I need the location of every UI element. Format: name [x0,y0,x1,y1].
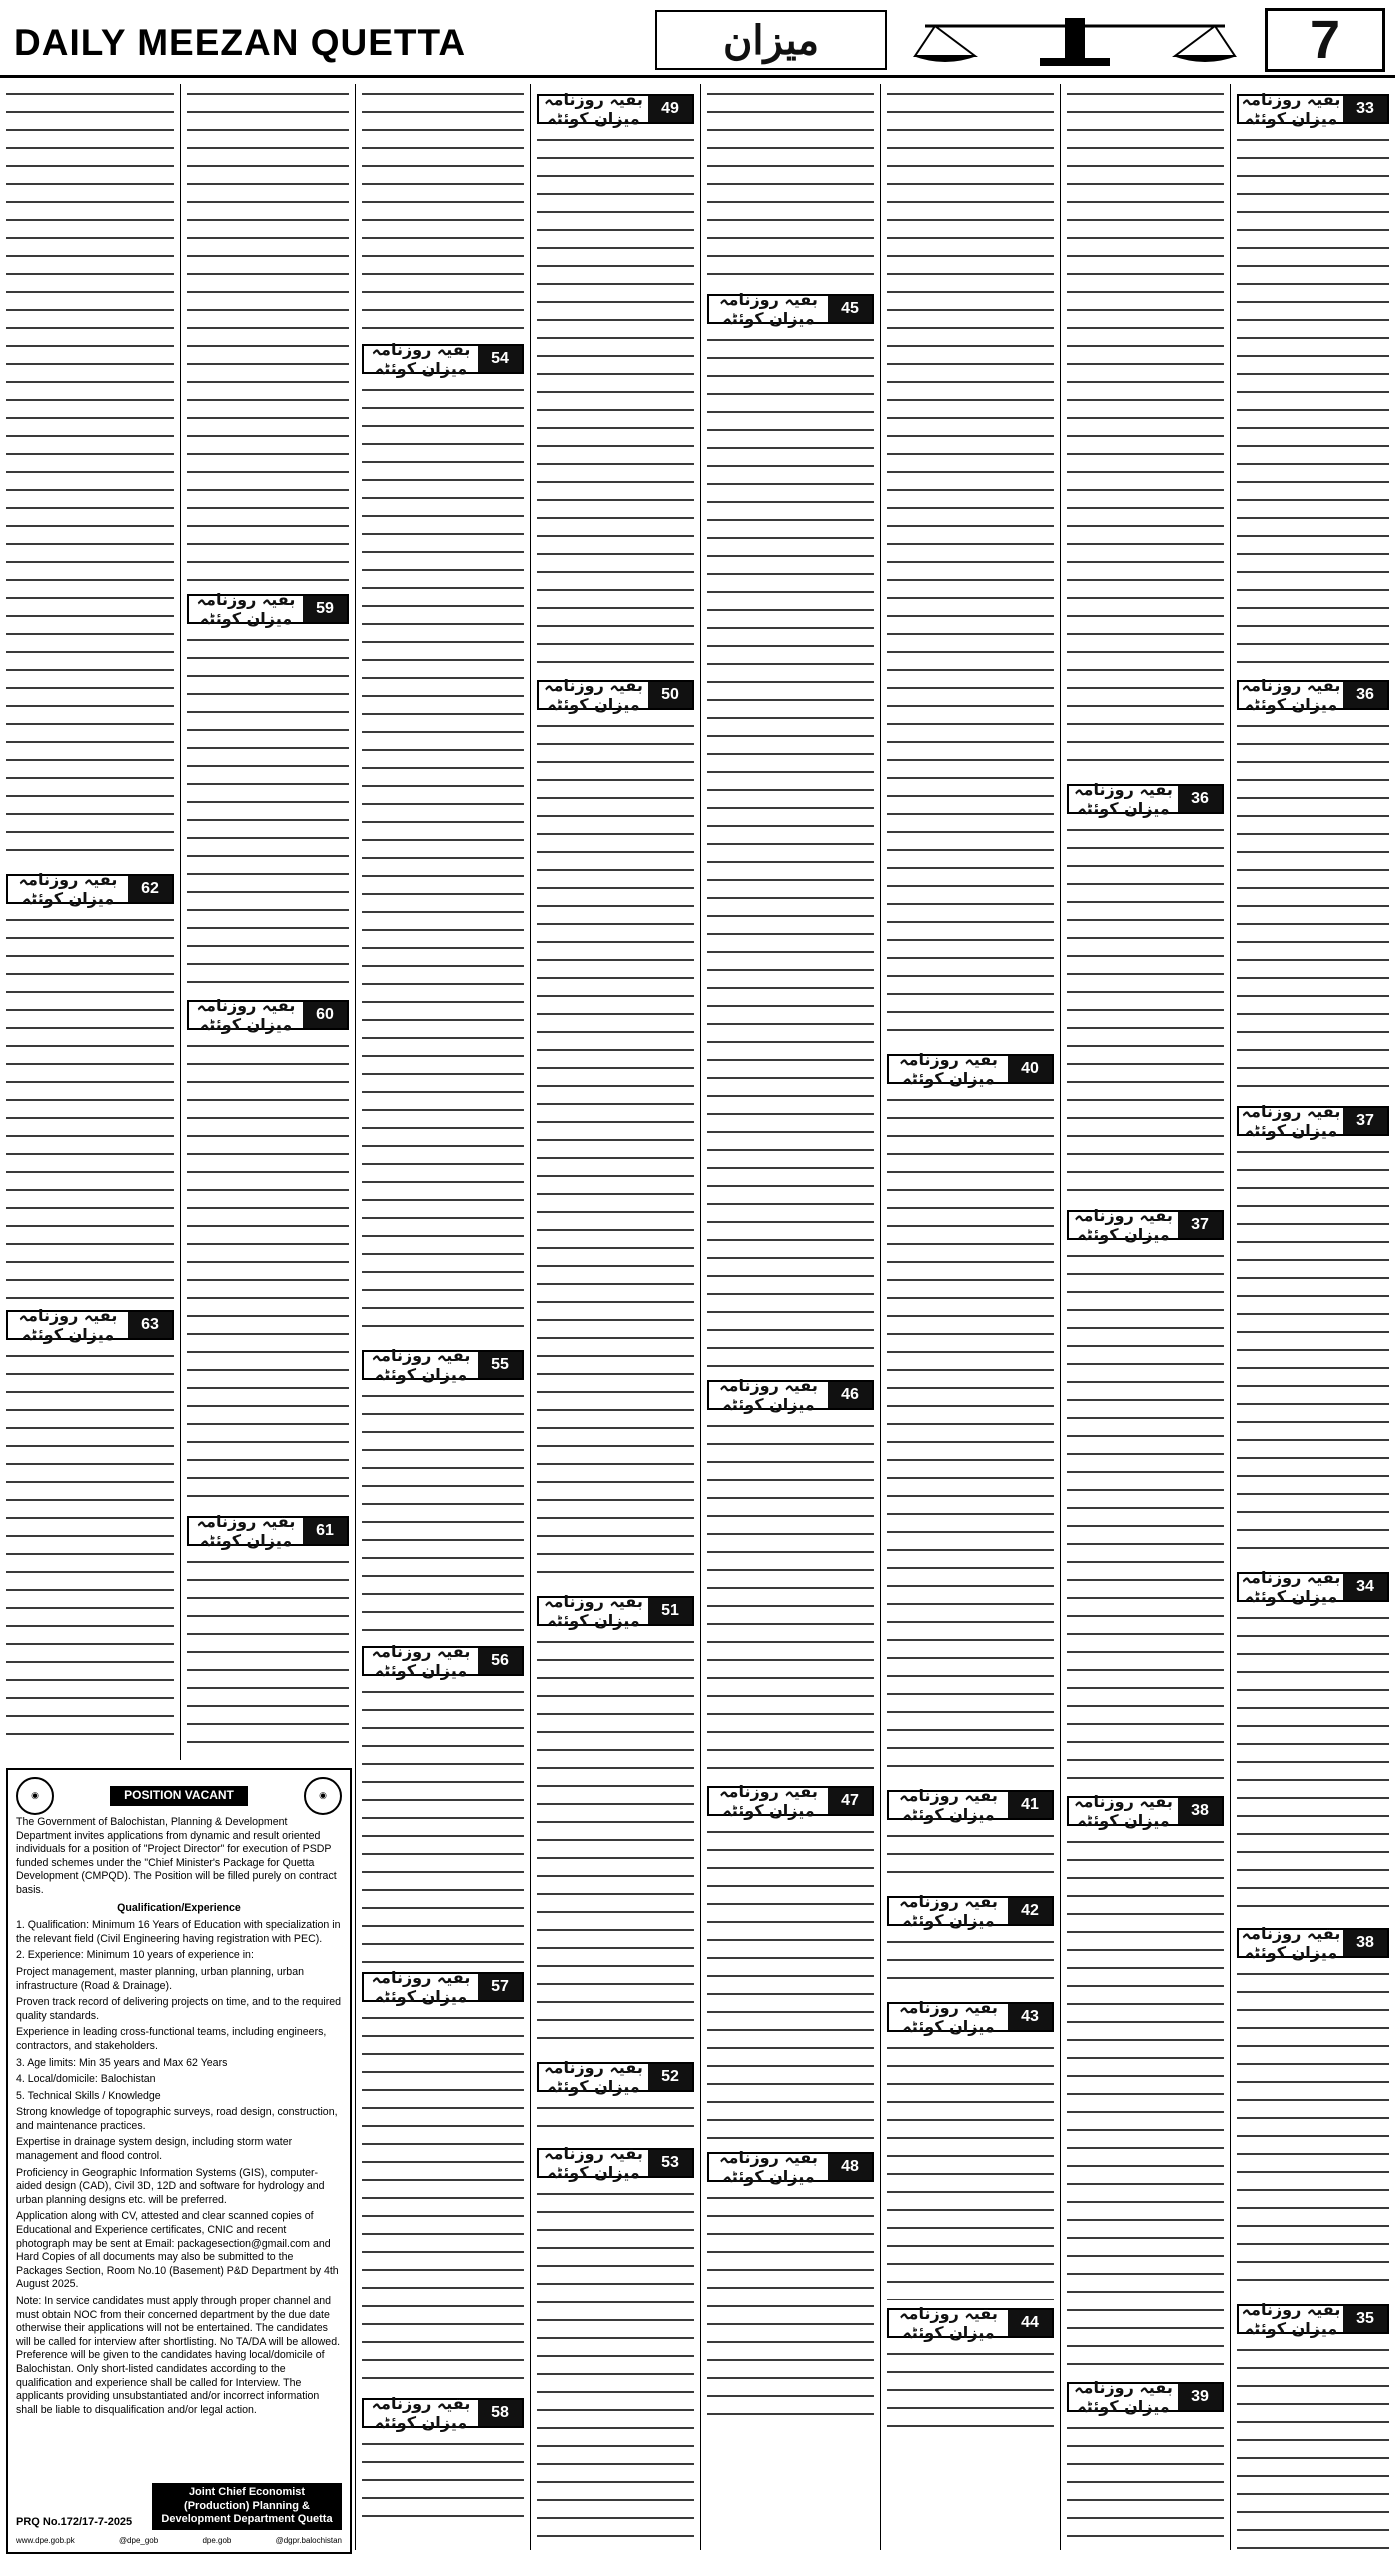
heading-number: 33 [1343,96,1387,122]
continuation-heading [1067,780,1224,818]
article-text [1237,718,1389,1098]
heading-title: بقیہ روزنامہ میزان کوئٹہ [899,1998,998,2036]
article-text [887,1934,1054,1994]
heading-number: 62 [128,876,172,902]
continuation-heading [1067,2378,1224,2416]
heading-number: 59 [303,596,347,622]
article-text [187,86,349,586]
continuation-heading [707,290,874,328]
article-text [362,1388,524,1638]
ad-item: 3. Age limits: Min 35 years and Max 62 Years [16,2056,228,2069]
heading-title: بقیہ روزنامہ میزان کوئٹہ [18,1306,118,1344]
heading-title: بقیہ روزنامہ میزان کوئٹہ [1241,1568,1341,1606]
column-3 [880,84,1060,2550]
heading-number: 61 [303,1518,347,1544]
heading-number: 42 [1008,1898,1052,1924]
heading-title: بقیہ روزنامہ میزان کوئٹہ [371,1968,471,2006]
article-text [887,2346,1054,2436]
article-text [1067,822,1224,1202]
continuation-heading [887,1892,1054,1930]
article-text [362,86,524,336]
article-text [6,86,174,866]
article-text [537,1634,694,2054]
continuation-heading [707,1376,874,1414]
article-text [887,86,1054,1046]
ad-item: 5. Technical Skills / Knowledge [16,2089,161,2102]
article-text [1237,1144,1389,1564]
article-text [1067,1834,1224,2374]
heading-number: 38 [1343,1930,1387,1956]
heading-number: 55 [478,1352,522,1378]
ad-item: 4. Local/domicile: Balochistan [16,2073,156,2086]
heading-title: بقیہ روزنامہ میزان کوئٹہ [719,290,818,328]
heading-number: 36 [1178,786,1222,812]
heading-number: 35 [1343,2306,1387,2332]
article-text [187,632,349,992]
continuation-heading [362,1968,524,2006]
heading-title: بقیہ روزنامہ میزان کوئٹہ [899,1050,998,1088]
heading-title: بقیہ روزنامہ میزان کوئٹہ [719,2148,818,2186]
ad-item: Proven track record of delivering projects on time, and to the required quality standards. [16,1996,342,2022]
heading-number: 56 [478,1648,522,1674]
continuation-heading [707,2148,874,2186]
article-text [1237,2342,1389,2550]
continuation-heading [537,90,694,128]
article-text [537,2100,694,2140]
continuation-heading [6,1306,174,1344]
article-text [362,2436,524,2526]
column-1 [1230,84,1395,2550]
column-2 [1060,84,1230,2550]
ad-item: 1. Qualification: Minimum 16 Years of Education with specialization in the relevant field (Civil Engineering having registration with PEC). [16,1919,341,1945]
scales-of-justice-icon [905,12,1245,70]
article-text [537,2186,694,2550]
ad-header [16,1776,342,1816]
heading-title: بقیہ روزنامہ میزان کوئٹہ [1241,2300,1341,2338]
heading-number: 53 [648,2150,692,2176]
column-content [1061,84,1230,2550]
column-content [0,84,180,1740]
continuation-heading [187,996,349,1034]
heading-title: بقیہ روزنامہ میزان کوئٹہ [1074,1792,1173,1830]
heading-title: بقیہ روزنامہ میزان کوئٹہ [544,676,643,714]
page-number: 7 [1265,8,1385,72]
ad-footer [16,2483,342,2530]
heading-number: 48 [828,2154,872,2180]
heading-title: بقیہ روزنامہ میزان کوئٹہ [544,2058,643,2096]
ad-item: Project management, master planning, urban planning, urban infrastructure (Road & Drainage). [16,1965,304,1992]
article-text [707,2190,874,2430]
column-5 [530,84,700,2550]
heading-number: 52 [648,2064,692,2090]
continuation-heading [187,590,349,628]
article-text [1237,1610,1389,1920]
heading-number: 50 [648,682,692,708]
prq-number: PRQ No.172/17-7-2025 [16,2516,133,2529]
article-text [362,382,524,1342]
heading-number: 37 [1178,1212,1222,1238]
column-content [356,84,530,2528]
heading-title: بقیہ روزنامہ میزان کوئٹہ [719,1376,818,1414]
article-text [362,1684,524,1964]
column-content [531,84,700,2550]
article-text [537,718,694,1588]
heading-number: 40 [1008,1056,1052,1082]
balochistan-seal-icon: ◉ [16,1777,54,1815]
continuation-heading [1237,90,1389,128]
continuation-heading [362,340,524,378]
continuation-heading [1237,2300,1389,2338]
column-8 [0,84,180,1760]
heading-title: بقیہ روزنامہ میزان کوئٹہ [196,1512,296,1550]
column-7 [180,84,355,1760]
heading-number: 57 [478,1974,522,2000]
heading-number: 51 [648,1598,692,1624]
article-text [537,132,694,672]
article-text [1237,1966,1389,2296]
heading-number: 49 [648,96,692,122]
heading-title: بقیہ روزنامہ میزان کوئٹہ [899,1892,998,1930]
article-text [1237,132,1389,672]
ad-intro: The Government of Balochistan, Planning & Development Department invites applications from dynamic and result oriented individuals for a position of "Project Director" for execution of PSDP funded schemes under the "Chief Minister's Package for Quetta Development (CMPQD). The Position will be filled purely on contract basis. [16,1816,337,1896]
heading-title: بقیہ روزنامہ میزان کوئٹہ [371,1642,471,1680]
continuation-heading [537,2144,694,2182]
continuation-heading [887,1786,1054,1824]
heading-title: بقیہ روزنامہ میزان کوئٹہ [544,1592,643,1630]
heading-title: بقیہ روزنامہ میزان کوئٹہ [1074,1206,1173,1244]
masthead [0,0,1395,78]
ad-note: Note: In service candidates must apply through proper channel and must obtain NOC from their concerned department by the due date otherwise their applications will not be entertained. The candidates will be called for interview after shortlisting. No TA/DA will be allowed. Preference will be given to the candidates having local/domicile of Balochistan. Only short-listed candidates according to the qualification and experience shall be called for Interview. The applicants providing unsubstantiated and/or incorrect information shall be liable to disqualification and/or legal action. [16,2295,341,2416]
continuation-heading [362,2394,524,2432]
heading-number: 47 [828,1788,872,1814]
heading-number: 60 [303,1002,347,1028]
article-text [707,86,874,286]
heading-number: 34 [1343,1574,1387,1600]
website-link[interactable]: www.dpe.gob.pk [16,2536,75,2546]
continuation-heading [362,1642,524,1680]
heading-title: بقیہ روزنامہ میزان کوئٹہ [544,90,643,128]
continuation-heading [537,2058,694,2096]
column-4 [700,84,880,2550]
continuation-heading [362,1346,524,1384]
heading-number: 37 [1343,1108,1387,1134]
heading-title: بقیہ روزنامہ میزان کوئٹہ [18,870,118,908]
newspaper-title: DAILY MEEZAN QUETTA [14,22,467,63]
ad-item: Experience in leading cross-functional teams, including engineers, contractors, and stakeholders. [16,2026,327,2052]
continuation-heading [537,676,694,714]
article-text [1067,86,1224,776]
ad-signature: Joint Chief Economist (Production) Planning & Development Department Quetta [152,2483,342,2530]
heading-title: بقیہ روزنامہ میزان کوئٹہ [899,2304,998,2342]
social-links [16,2534,342,2548]
continuation-heading [887,2304,1054,2342]
heading-title: بقیہ روزنامہ میزان کوئٹہ [196,996,296,1034]
article-text [707,1824,874,2144]
continuation-heading [1067,1792,1224,1830]
twitter-handle[interactable]: @dpe_gob [118,2536,159,2546]
heading-number: 36 [1343,682,1387,708]
heading-number: 38 [1178,1798,1222,1824]
heading-title: بقیہ روزنامہ میزان کوئٹہ [371,1346,471,1384]
newspaper-logo: میزان [655,10,887,70]
heading-title: بقیہ روزنامہ میزان کوئٹہ [1241,1102,1341,1140]
continuation-heading [1237,676,1389,714]
article-text [6,1348,174,1738]
column-content [181,84,355,1756]
article-text [187,1038,349,1508]
heading-title: بقیہ روزنامہ میزان کوئٹہ [1241,90,1341,128]
ad-heading: POSITION VACANT [110,1786,248,1806]
heading-number: 45 [828,296,872,322]
article-text [1067,1248,1224,1788]
heading-title: بقیہ روزنامہ میزان کوئٹہ [544,2144,643,2182]
heading-number: 39 [1178,2384,1222,2410]
continuation-heading [1237,1102,1389,1140]
heading-title: بقیہ روزنامہ میزان کوئٹہ [719,1782,818,1820]
heading-title: بقیہ روزنامہ میزان کوئٹہ [196,590,296,628]
article-text [6,912,174,1302]
column-content [881,84,1060,2438]
ad-apply: Application along with CV, attested and clear scanned copies of Educational and Experience certificates, CNIC and recent photograph may be sent at Email: packagesection@gmail.com and Hard Copies of all documents may also be submitted to the Packages Section, Room No.10 (Basement) P&D Department by 4th August 2025. [16,2210,339,2291]
continuation-heading [187,1512,349,1550]
heading-number: 43 [1008,2004,1052,2030]
heading-title: بقیہ روزنامہ میزان کوئٹہ [371,340,471,378]
article-text [187,1554,349,1754]
heading-number: 46 [828,1382,872,1408]
column-content [1231,84,1395,2550]
article-text [1067,2420,1224,2550]
article-text [887,2040,1054,2300]
heading-title: بقیہ روزنامہ میزان کوئٹہ [371,2394,471,2432]
facebook-handle[interactable]: dpe.gob [202,2536,232,2546]
article-text [362,2010,524,2390]
ad-item: Expertise in drainage system design, including storm water management and flood control. [16,2136,293,2163]
heading-number: 58 [478,2400,522,2426]
heading-title: بقیہ روزنامہ میزان کوئٹہ [899,1786,998,1824]
heading-number: 41 [1008,1792,1052,1818]
qualification-heading: Qualification/Experience [117,1901,241,1914]
continuation-heading [1067,1206,1224,1244]
heading-title: بقیہ روزنامہ میزان کوئٹہ [1241,676,1341,714]
continuation-heading [1237,1924,1389,1962]
continuation-heading [887,1050,1054,1088]
ad-item: 2. Experience: Minimum 10 years of experience in: [16,1949,254,1962]
article-text [707,332,874,1372]
column-content [701,84,880,2432]
continuation-heading [887,1998,1054,2036]
ad-item: Proficiency in Geographic Information Systems (GIS), computer-aided design (CAD), Civil 3D, 12D and software for hydrology and urban planning designs etc. will be preferred. [16,2166,325,2206]
column-6 [355,84,530,2550]
heading-number: 63 [128,1312,172,1338]
heading-title: بقیہ روزنامہ میزان کوئٹہ [1074,780,1173,818]
heading-number: 54 [478,346,522,372]
department-seal-icon: ◉ [304,1777,342,1815]
continuation-heading [537,1592,694,1630]
ad-item: Strong knowledge of topographic surveys, road design, construction, and maintenance practices. [16,2106,338,2132]
article-text [887,1828,1054,1888]
heading-number: 44 [1008,2310,1052,2336]
continuation-heading [6,870,174,908]
continuation-heading [1237,1568,1389,1606]
article-text [707,1418,874,1778]
position-vacant-ad [6,1768,352,2554]
instagram-handle[interactable]: @dgpr.balochistan [275,2536,342,2546]
article-text [887,1092,1054,1782]
heading-title: بقیہ روزنامہ میزان کوئٹہ [1074,2378,1173,2416]
heading-title: بقیہ روزنامہ میزان کوئٹہ [1241,1924,1341,1962]
continuation-heading [707,1782,874,1820]
